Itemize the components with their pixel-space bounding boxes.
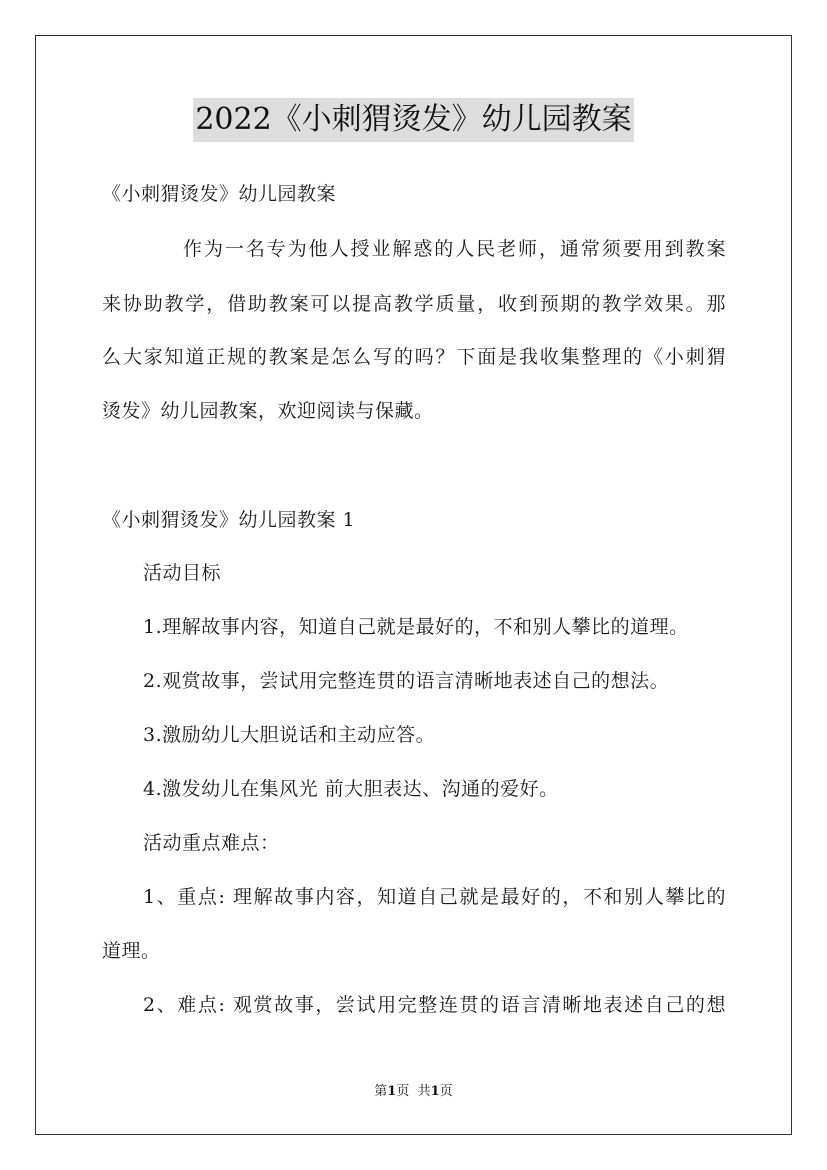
intro-line-4: 烫发》幼儿园教案，欢迎阅读与保藏。 (102, 400, 434, 422)
document-subtitle: 《小刺猬烫发》幼儿园教案 (102, 183, 337, 205)
intro-line-3: 么大家知道正规的教案是怎么写的吗？下面是我收集整理的《小刺猬 (102, 346, 726, 368)
total-pages: 1 (430, 1084, 440, 1099)
intro-line-1: 作为一名专为他人授业解惑的人民老师，通常须要用到教案 (183, 238, 726, 260)
key-points-heading: 活动重点难点： (143, 832, 280, 854)
page-label-prefix: 第 (374, 1084, 388, 1099)
goal-item-4: 4.激发幼儿在集风光 前大胆表达、沟通的爱好。 (143, 778, 559, 800)
page-label-suffix: 页 (396, 1084, 410, 1099)
goal-item-3: 3.激励幼儿大胆说话和主动应答。 (143, 724, 436, 746)
goal-item-2: 2.观赏故事，尝试用完整连贯的语言清晰地表述自己的想法。 (143, 670, 670, 692)
total-suffix: 页 (439, 1084, 453, 1099)
title-container (0, 98, 827, 142)
goal-item-1: 1.理解故事内容，知道自己就是最好的，不和别人攀比的道理。 (143, 616, 689, 638)
total-prefix: 共 (417, 1084, 431, 1099)
key-point-1-line-1: 1、重点: 理解故事内容，知道自己就是最好的，不和别人攀比的 (143, 886, 726, 908)
page-number: 1 (387, 1084, 397, 1099)
page-footer (0, 1083, 827, 1101)
key-point-1-line-2: 道理。 (102, 940, 161, 962)
document-title: 2022《小刺猬烫发》幼儿园教案 (193, 98, 633, 142)
section-heading: 《小刺猬烫发》幼儿园教案 1 (102, 509, 356, 531)
intro-line-2: 来协助教学，借助教案可以提高教学质量，收到预期的教学效果。那 (102, 293, 726, 315)
goals-heading: 活动目标 (143, 562, 222, 584)
key-point-2-line-1: 2、难点: 观赏故事，尝试用完整连贯的语言清晰地表述自己的想 (143, 994, 726, 1016)
